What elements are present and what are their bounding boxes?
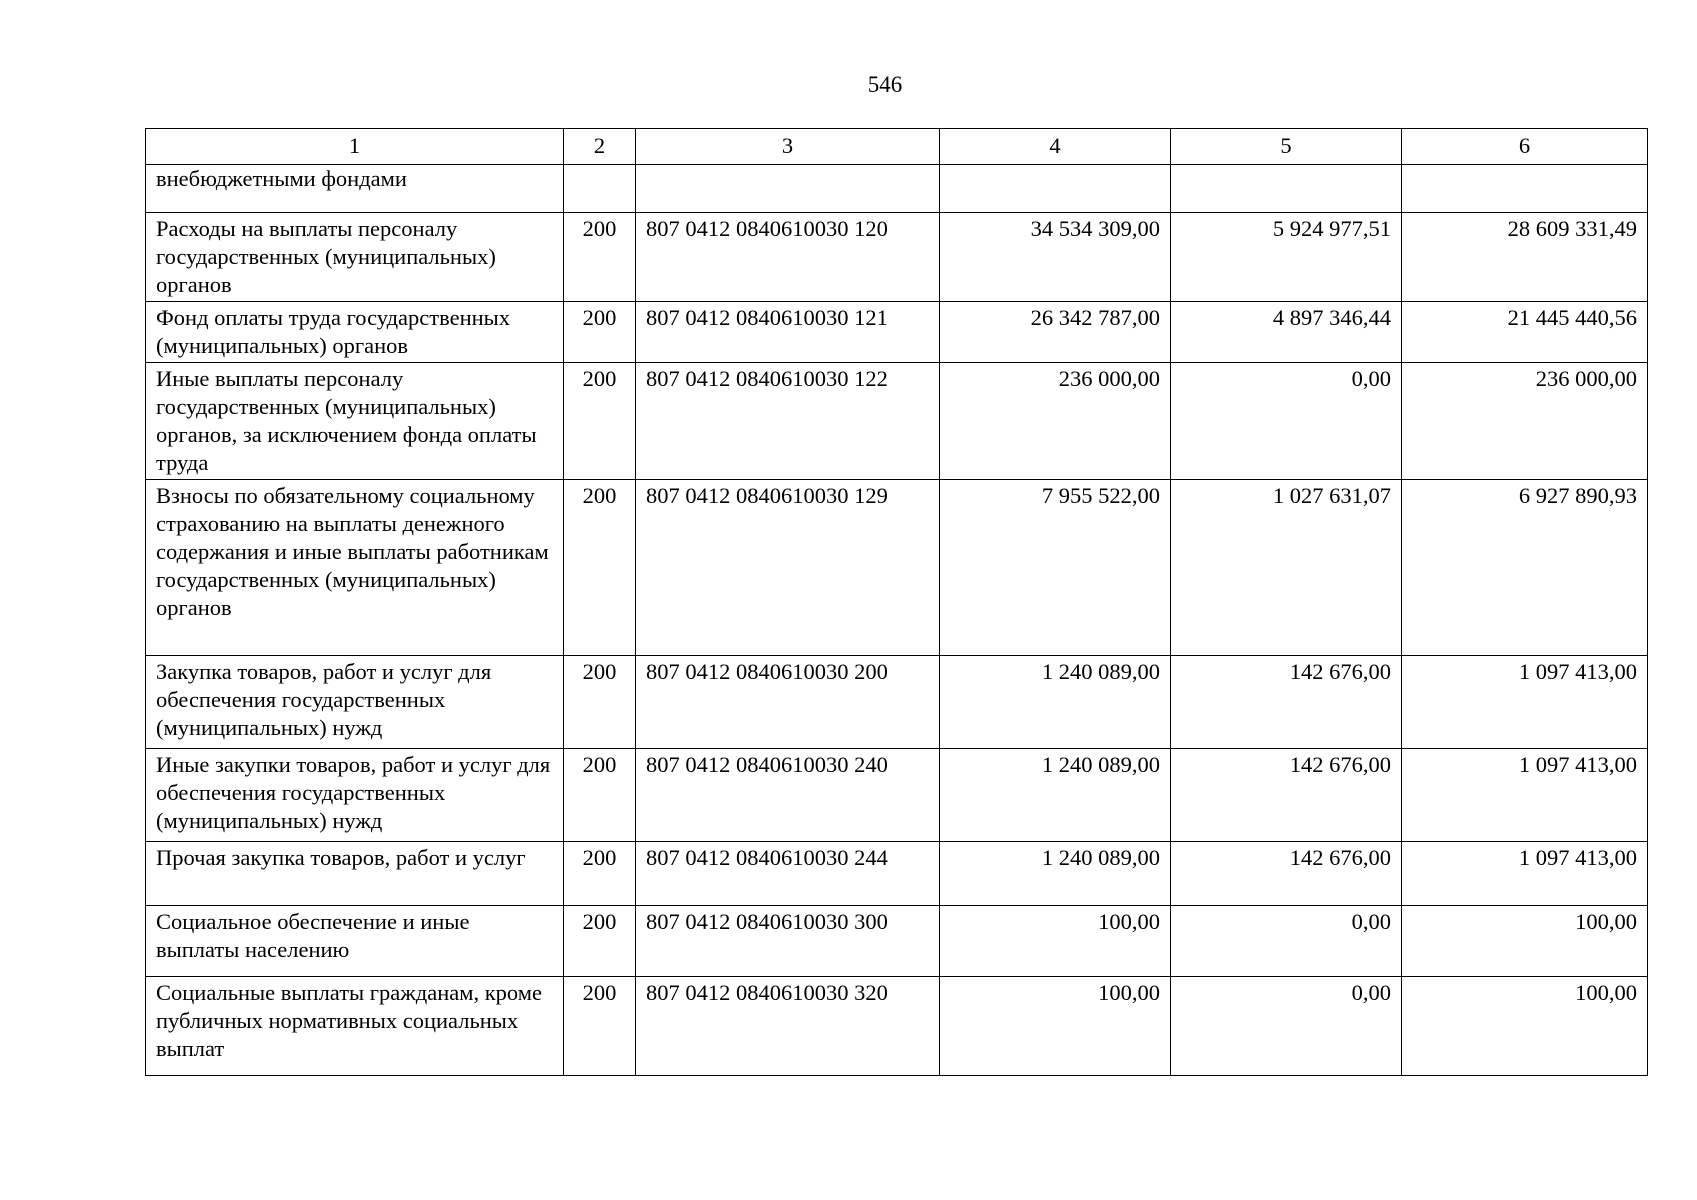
column-header-4: 4: [940, 129, 1171, 165]
row-executed: 142 676,00: [1171, 656, 1402, 749]
row-name: Закупка товаров, работ и услуг для обеспечения государственных (муниципальных) нужд: [146, 656, 564, 749]
row-kbk: 807 0412 0840610030 300: [636, 906, 940, 977]
row-approved: 7 955 522,00: [940, 480, 1171, 656]
budget-execution-table: [145, 128, 1648, 1076]
row-line-code: 200: [564, 213, 636, 302]
row-unexecuted: 100,00: [1402, 906, 1648, 977]
row-name: внебюджетными фондами: [146, 165, 564, 213]
row-line-code: 200: [564, 302, 636, 363]
column-header-1: 1: [146, 129, 564, 165]
row-executed: 0,00: [1171, 906, 1402, 977]
table-row: [146, 977, 1648, 1076]
row-line-code: 200: [564, 977, 636, 1076]
table-row: [146, 749, 1648, 842]
row-approved: 1 240 089,00: [940, 656, 1171, 749]
row-line-code: 200: [564, 842, 636, 906]
row-executed: 1 027 631,07: [1171, 480, 1402, 656]
table-row: [146, 302, 1648, 363]
table-row: [146, 480, 1648, 656]
row-line-code: 200: [564, 656, 636, 749]
row-line-code: 200: [564, 480, 636, 656]
table-row: [146, 165, 1648, 213]
row-executed: 5 924 977,51: [1171, 213, 1402, 302]
row-approved: 100,00: [940, 906, 1171, 977]
row-unexecuted: 6 927 890,93: [1402, 480, 1648, 656]
table-row: [146, 213, 1648, 302]
row-unexecuted: 1 097 413,00: [1402, 749, 1648, 842]
row-line-code: 200: [564, 906, 636, 977]
row-name: Иные закупки товаров, работ и услуг для обеспечения государственных (муниципальных) нужд: [146, 749, 564, 842]
row-kbk: 807 0412 0840610030 120: [636, 213, 940, 302]
row-executed: 142 676,00: [1171, 842, 1402, 906]
column-header-2: 2: [564, 129, 636, 165]
row-executed: 142 676,00: [1171, 749, 1402, 842]
row-name: Фонд оплаты труда государственных (муниципальных) органов: [146, 302, 564, 363]
table-row: [146, 842, 1648, 906]
row-kbk: 807 0412 0840610030 129: [636, 480, 940, 656]
row-approved: 1 240 089,00: [940, 842, 1171, 906]
table-row: [146, 906, 1648, 977]
row-kbk: 807 0412 0840610030 320: [636, 977, 940, 1076]
row-name: Взносы по обязательному социальному страхованию на выплаты денежного содержания и иные выплаты работникам государственных (муниципальных) органов: [146, 480, 564, 656]
row-unexecuted: 236 000,00: [1402, 363, 1648, 480]
row-unexecuted: [1402, 165, 1648, 213]
row-executed: 0,00: [1171, 977, 1402, 1076]
table-row: [146, 363, 1648, 480]
row-kbk: 807 0412 0840610030 122: [636, 363, 940, 480]
row-kbk: 807 0412 0840610030 244: [636, 842, 940, 906]
table-header-row: [146, 129, 1648, 165]
row-kbk: 807 0412 0840610030 121: [636, 302, 940, 363]
row-line-code: [564, 165, 636, 213]
row-line-code: 200: [564, 749, 636, 842]
row-line-code: 200: [564, 363, 636, 480]
row-name: Прочая закупка товаров, работ и услуг: [146, 842, 564, 906]
row-name: Социальное обеспечение и иные выплаты населению: [146, 906, 564, 977]
row-kbk: 807 0412 0840610030 240: [636, 749, 940, 842]
row-name: Расходы на выплаты персоналу государственных (муниципальных) органов: [146, 213, 564, 302]
table-row: [146, 656, 1648, 749]
column-header-3: 3: [636, 129, 940, 165]
column-header-5: 5: [1171, 129, 1402, 165]
row-approved: 236 000,00: [940, 363, 1171, 480]
page-number: 546: [867, 72, 903, 97]
row-approved: 26 342 787,00: [940, 302, 1171, 363]
column-header-6: 6: [1402, 129, 1648, 165]
row-unexecuted: 21 445 440,56: [1402, 302, 1648, 363]
row-unexecuted: 100,00: [1402, 977, 1648, 1076]
row-kbk: [636, 165, 940, 213]
row-name: Социальные выплаты гражданам, кроме публичных нормативных социальных выплат: [146, 977, 564, 1076]
row-approved: 100,00: [940, 977, 1171, 1076]
row-approved: 1 240 089,00: [940, 749, 1171, 842]
row-approved: [940, 165, 1171, 213]
row-executed: [1171, 165, 1402, 213]
row-unexecuted: 28 609 331,49: [1402, 213, 1648, 302]
row-executed: 4 897 346,44: [1171, 302, 1402, 363]
row-name: Иные выплаты персоналу государственных (муниципальных) органов, за исключением фонда оплаты труда: [146, 363, 564, 480]
row-executed: 0,00: [1171, 363, 1402, 480]
row-unexecuted: 1 097 413,00: [1402, 656, 1648, 749]
row-kbk: 807 0412 0840610030 200: [636, 656, 940, 749]
row-unexecuted: 1 097 413,00: [1402, 842, 1648, 906]
row-approved: 34 534 309,00: [940, 213, 1171, 302]
